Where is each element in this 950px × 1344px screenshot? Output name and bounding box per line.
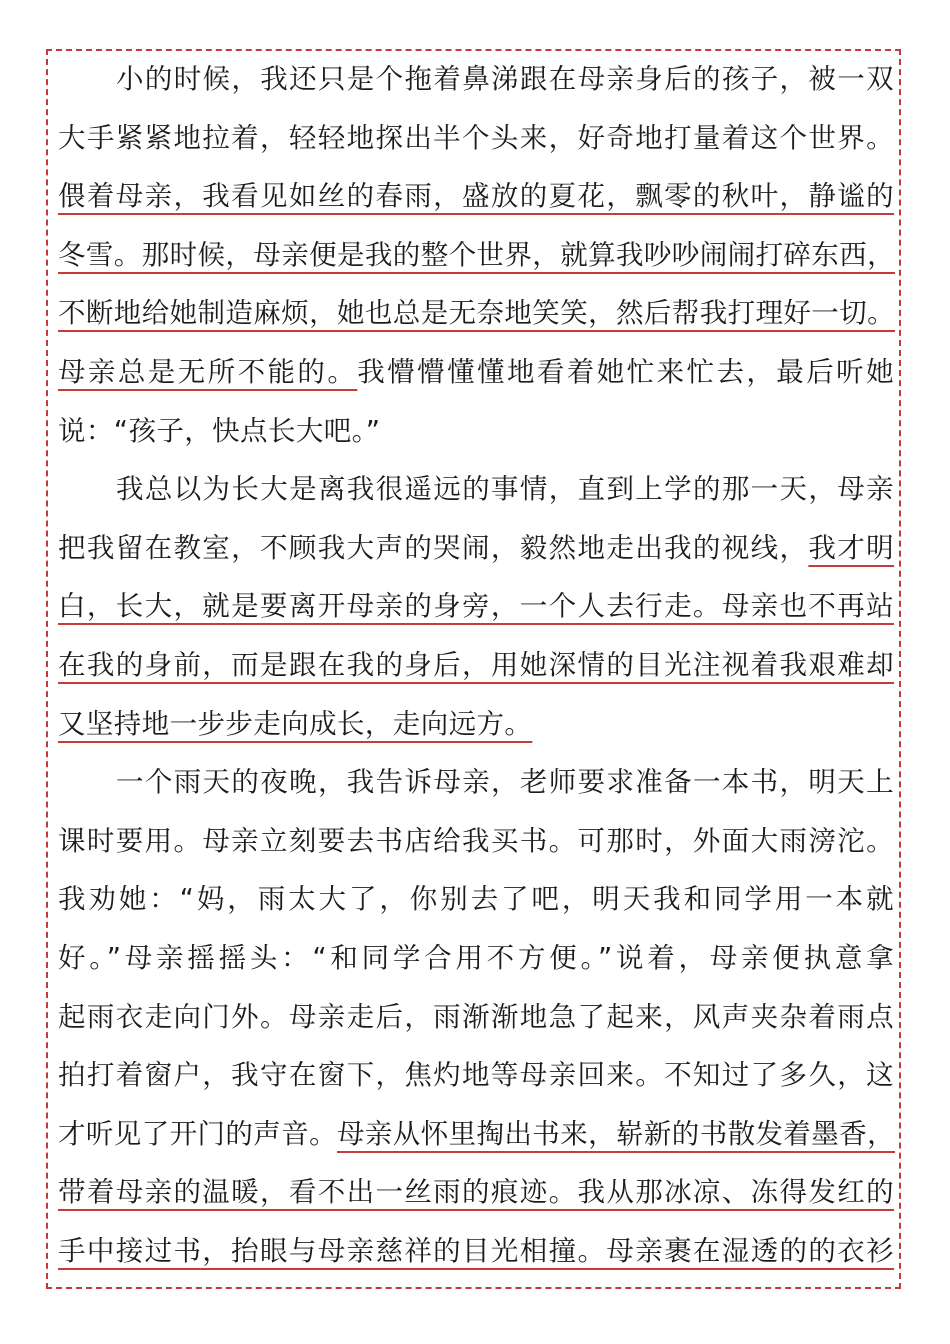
text-segment: 才听见了开门的声音。 bbox=[58, 1117, 337, 1150]
text-segment: 一个雨天的夜晚，我告诉母亲，老师要求准备一本书，明天上 bbox=[116, 766, 894, 799]
essay-text-body bbox=[58, 50, 894, 1280]
text-segment: 大手紧紧地拉着，轻轻地探出半个头来，好奇地打量着这个世界。 bbox=[58, 121, 894, 154]
text-line bbox=[58, 636, 894, 695]
text-line bbox=[58, 109, 894, 168]
text-line bbox=[58, 284, 894, 343]
text-line bbox=[58, 577, 894, 636]
underlined-text: 在我的身前，而是跟在我的身后，用她深情的目光注视着我艰难却 bbox=[58, 648, 894, 681]
text-segment: 课时要用。母亲立刻要去书店给我买书。可那时，外面大雨滂沱。 bbox=[58, 824, 894, 857]
text-line bbox=[58, 812, 894, 871]
text-line bbox=[58, 226, 894, 285]
text-segment: 小的时候，我还只是个拖着鼻涕跟在母亲身后的孩子，被一双 bbox=[116, 63, 894, 95]
underlined-text: 母亲总是无所不能的。 bbox=[58, 355, 358, 388]
underlined-text: 白，长大，就是要离开母亲的身旁，一个人去行走。母亲也不再站 bbox=[58, 590, 894, 623]
text-line bbox=[58, 1105, 894, 1164]
text-segment: 把我留在教室，不顾我大声的哭闹，毅然地走出我的视线， bbox=[58, 531, 809, 564]
text-segment: 说：“孩子，快点长大吧。” bbox=[58, 414, 381, 447]
text-line bbox=[58, 50, 894, 109]
text-line bbox=[58, 929, 894, 988]
text-line bbox=[58, 1046, 894, 1105]
text-segment: 我总以为长大是离我很遥远的事情，直到上学的那一天，母亲 bbox=[116, 473, 894, 506]
text-line bbox=[58, 460, 894, 519]
underlined-text: 我才明 bbox=[808, 531, 894, 564]
text-line bbox=[58, 870, 894, 929]
underlined-text: 母亲从怀里掏出书来，崭新的书散发着墨香， bbox=[337, 1117, 895, 1150]
text-line bbox=[58, 402, 894, 461]
underlined-text: 带着母亲的温暖，看不出一丝雨的痕迹。我从那冰凉、冻得发红的 bbox=[58, 1176, 894, 1209]
text-line bbox=[58, 167, 894, 226]
text-segment: 拍打着窗户，我守在窗下，焦灼地等母亲回来。不知过了多久，这 bbox=[58, 1059, 894, 1092]
text-line bbox=[58, 753, 894, 812]
text-segment: 起雨衣走向门外。母亲走后，雨渐渐地急了起来，风声夹杂着雨点 bbox=[58, 1000, 894, 1033]
text-line bbox=[58, 1163, 894, 1222]
underlined-text: 偎着母亲，我看见如丝的春雨，盛放的夏花，飘零的秋叶，静谧的 bbox=[58, 180, 894, 213]
text-line bbox=[58, 519, 894, 578]
text-line bbox=[58, 1222, 894, 1281]
text-line bbox=[58, 988, 894, 1047]
text-segment: 我懵懵懂懂地看着她忙来忙去，最后听她 bbox=[357, 355, 894, 388]
text-segment: 我劝她：“妈，雨太大了，你别去了吧，明天我和同学用一本就 bbox=[58, 883, 894, 916]
underlined-text: 冬雪。那时候，母亲便是我的整个世界，就算我吵吵闹闹打碎东西， bbox=[58, 238, 895, 271]
underlined-text: 手中接过书，抬眼与母亲慈祥的目光相撞。母亲裹在湿透的的衣衫 bbox=[58, 1234, 894, 1267]
text-line bbox=[58, 695, 894, 754]
underlined-text: 不断地给她制造麻烦，她也总是无奈地笑笑，然后帮我打理好一切。 bbox=[58, 297, 895, 330]
text-segment: 好。”母亲摇摇头：“和同学合用不方便。”说着，母亲便执意拿 bbox=[58, 941, 894, 974]
text-line bbox=[58, 343, 894, 402]
underlined-text: 又坚持地一步步走向成长，走向远方。 bbox=[58, 707, 533, 740]
